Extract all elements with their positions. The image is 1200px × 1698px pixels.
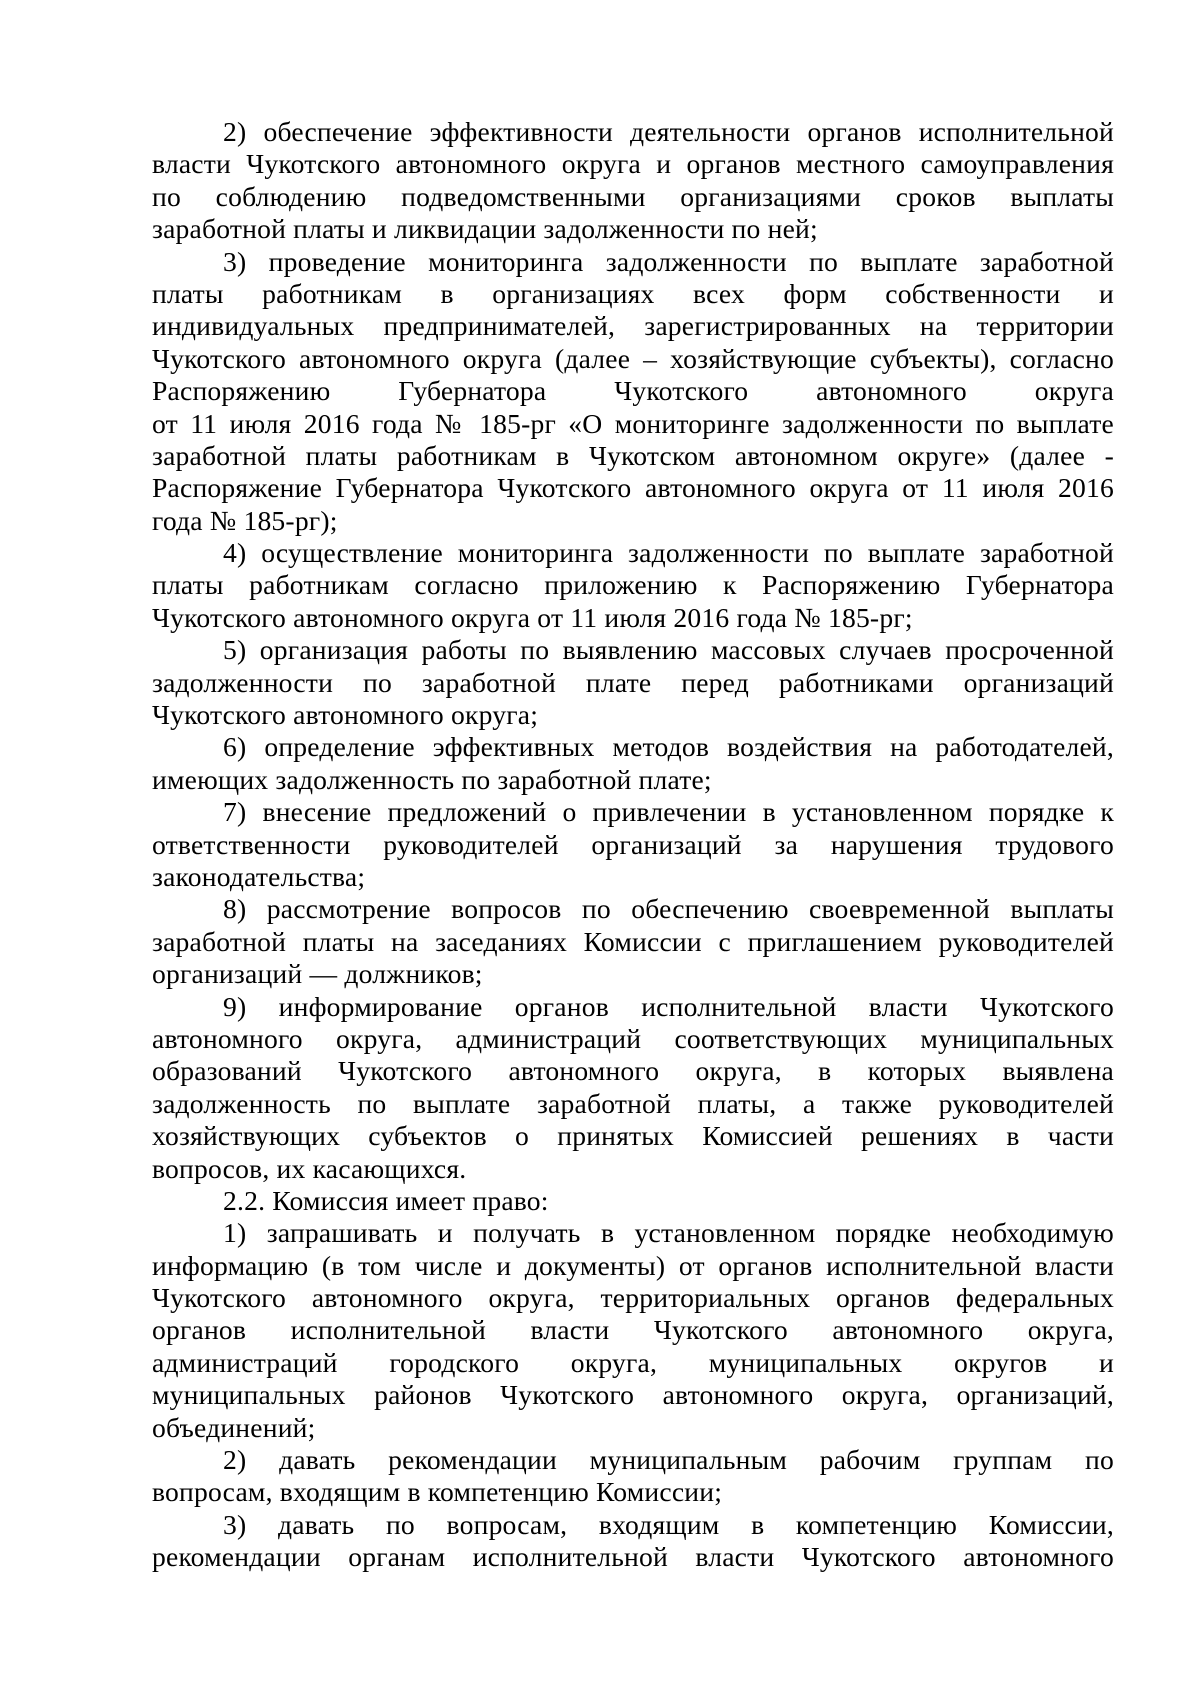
text-line: 2) обеспечение эффективности деятельности органов исполнительной (223, 116, 1114, 147)
text-line: заработной платы работникам в Чукотском автономном округе» (далее - (152, 439, 1114, 471)
paragraph (152, 1217, 1114, 1444)
text-line: образований Чукотского автономного округа, в которых выявлена (152, 1055, 1114, 1087)
text-line: хозяйствующих субъектов о принятых Комиссией решениях в части (152, 1120, 1114, 1152)
text-line: рекомендации органам исполнительной власти Чукотского автономного (152, 1541, 1114, 1573)
text-line: 9) информирование органов исполнительной власти Чукотского (223, 990, 1114, 1022)
text-line: Чукотского автономного округа (далее – хозяйствующие субъекты), согласно (152, 342, 1114, 374)
text-line: индивидуальных предпринимателей, зарегистрированных на территории (152, 310, 1114, 342)
text-line: информацию (в том числе и документы) от органов исполнительной власти (152, 1249, 1114, 1281)
paragraph (152, 893, 1114, 990)
paragraph (152, 634, 1114, 731)
text-line: автономного округа, администраций соответствующих муниципальных (152, 1022, 1114, 1054)
text-line: Чукотского автономного округа, территориальных органов федеральных (152, 1282, 1114, 1314)
text-line: вопросам, входящим в компетенцию Комиссии; (152, 1476, 723, 1508)
paragraph (152, 537, 1114, 634)
text-line: власти Чукотского автономного округа и органов местного самоуправления (152, 148, 1114, 180)
text-line: 5) организация работы по выявлению массовых случаев просроченной (223, 634, 1114, 666)
text-line: 1) запрашивать и получать в установленном порядке необходимую (223, 1217, 1114, 1249)
paragraph (152, 246, 1114, 538)
text-line: Чукотского автономного округа от 11 июля 2016 года № 185-рг; (152, 601, 913, 633)
text-line: органов исполнительной власти Чукотского автономного округа, (152, 1314, 1114, 1346)
paragraph (152, 1444, 1114, 1509)
text-line: законодательства; (152, 860, 366, 892)
text-line: по соблюдению подведомственными организациями сроков выплаты (152, 180, 1114, 212)
paragraph (152, 991, 1114, 1185)
text-line: года № 185-рг); (152, 504, 338, 536)
paragraph (152, 1185, 1114, 1217)
text-line: 6) определение эффективных методов воздействия на работодателей, (223, 731, 1114, 763)
text-line: муниципальных районов Чукотского автономного округа, организаций, (152, 1379, 1114, 1411)
text-line: заработной платы и ликвидации задолженности по ней; (152, 213, 818, 245)
text-line: вопросов, их касающихся. (152, 1152, 467, 1184)
text-line: 7) внесение предложений о привлечении в установленном порядке к (223, 796, 1114, 828)
text-line: Распоряжение Губернатора Чукотского автономного округа от 11 июля 2016 (152, 472, 1114, 504)
text-line: задолженности по заработной плате перед работниками организаций (152, 666, 1114, 698)
paragraph (152, 796, 1114, 893)
text-line: платы работникам в организациях всех форм собственности и (152, 277, 1114, 309)
text-line: Чукотского автономного округа; (152, 699, 539, 731)
text-line: 3) проведение мониторинга задолженности по выплате заработной (223, 245, 1114, 277)
text-line: 2.2. Комиссия имеет право: (223, 1184, 549, 1216)
text-line: заработной платы на заседаниях Комиссии с приглашением руководителей (152, 925, 1114, 957)
text-line: 2) давать рекомендации муниципальным рабочим группам по (223, 1444, 1114, 1476)
text-line: платы работникам согласно приложению к Распоряжению Губернатора (152, 569, 1114, 601)
text-line: 8) рассмотрение вопросов по обеспечению своевременной выплаты (223, 893, 1114, 925)
paragraph (152, 1509, 1114, 1574)
text-line: Распоряжению Губернатора Чукотского автономного округа (152, 375, 1114, 407)
text-line: 4) осуществление мониторинга задолженности по выплате заработной (223, 537, 1114, 569)
paragraph (152, 731, 1114, 796)
text-line: организаций — должников; (152, 958, 483, 990)
text-line: имеющих задолженность по заработной плате; (152, 763, 712, 795)
text-line: 3) давать по вопросам, входящим в компетенцию Комиссии, (223, 1508, 1114, 1540)
document-body (152, 116, 1114, 1574)
paragraph (152, 116, 1114, 246)
text-line: ответственности руководителей организаций за нарушения трудового (152, 828, 1114, 860)
text-line: объединений; (152, 1411, 316, 1443)
text-line: администраций городского округа, муниципальных округов и (152, 1346, 1114, 1378)
text-line: задолженность по выплате заработной платы, а также руководителей (152, 1087, 1114, 1119)
text-line: от 11 июля 2016 года № 185-рг «О мониторинге задолженности по выплате (152, 407, 1114, 439)
